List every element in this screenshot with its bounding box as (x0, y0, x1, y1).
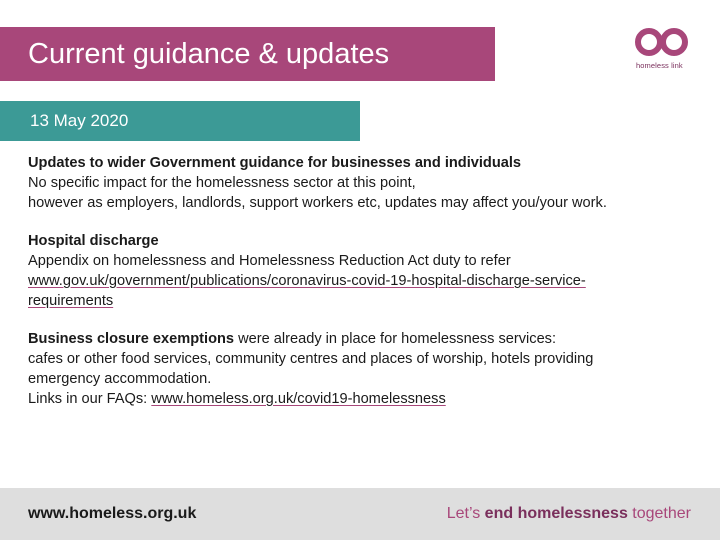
footer-url[interactable]: www.homeless.org.uk (28, 505, 197, 522)
section-text: Appendix on homelessness and Homelessness Reduction Act duty to refer (28, 253, 511, 269)
page-title: Current guidance & updates (28, 38, 390, 70)
section-heading-hospital-discharge: Hospital discharge (28, 233, 159, 249)
faq-link[interactable]: www.homeless.org.uk/covid19-homelessness (151, 391, 446, 407)
faq-prefix: Links in our FAQs: (28, 391, 152, 407)
date-label: 13 May 2020 (30, 111, 129, 130)
homeless-link-logo (632, 26, 692, 72)
tagline-end: together (627, 505, 691, 522)
section-heading-government-guidance: Updates to wider Government guidance for businesses and individuals (28, 155, 522, 171)
logo-text: homeless link (636, 61, 683, 70)
section-text: emergency accommodation. (28, 371, 212, 387)
section-heading-business-closure: Business closure exemptions (28, 331, 235, 347)
hospital-discharge-link[interactable]: www.gov.uk/government/publications/coronavirus-covid-19-hospital-discharge-service- (28, 273, 586, 289)
tagline-start: Let’s (446, 505, 485, 522)
content-body (28, 153, 698, 409)
section-text: were already in place for homelessness services: (234, 331, 557, 347)
section-text: however as employers, landlords, support workers etc, updates may affect you/your work. (28, 195, 607, 211)
section-text: cafes or other food services, community centres and places of worship, hotels providing (28, 351, 594, 367)
tagline-emphasis: end homelessness (484, 505, 628, 522)
footer-tagline (447, 505, 691, 523)
section-text: No specific impact for the homelessness sector at this point, (28, 175, 416, 191)
hospital-discharge-link-continued[interactable]: requirements (28, 293, 114, 309)
logo-rings-icon (635, 26, 691, 60)
